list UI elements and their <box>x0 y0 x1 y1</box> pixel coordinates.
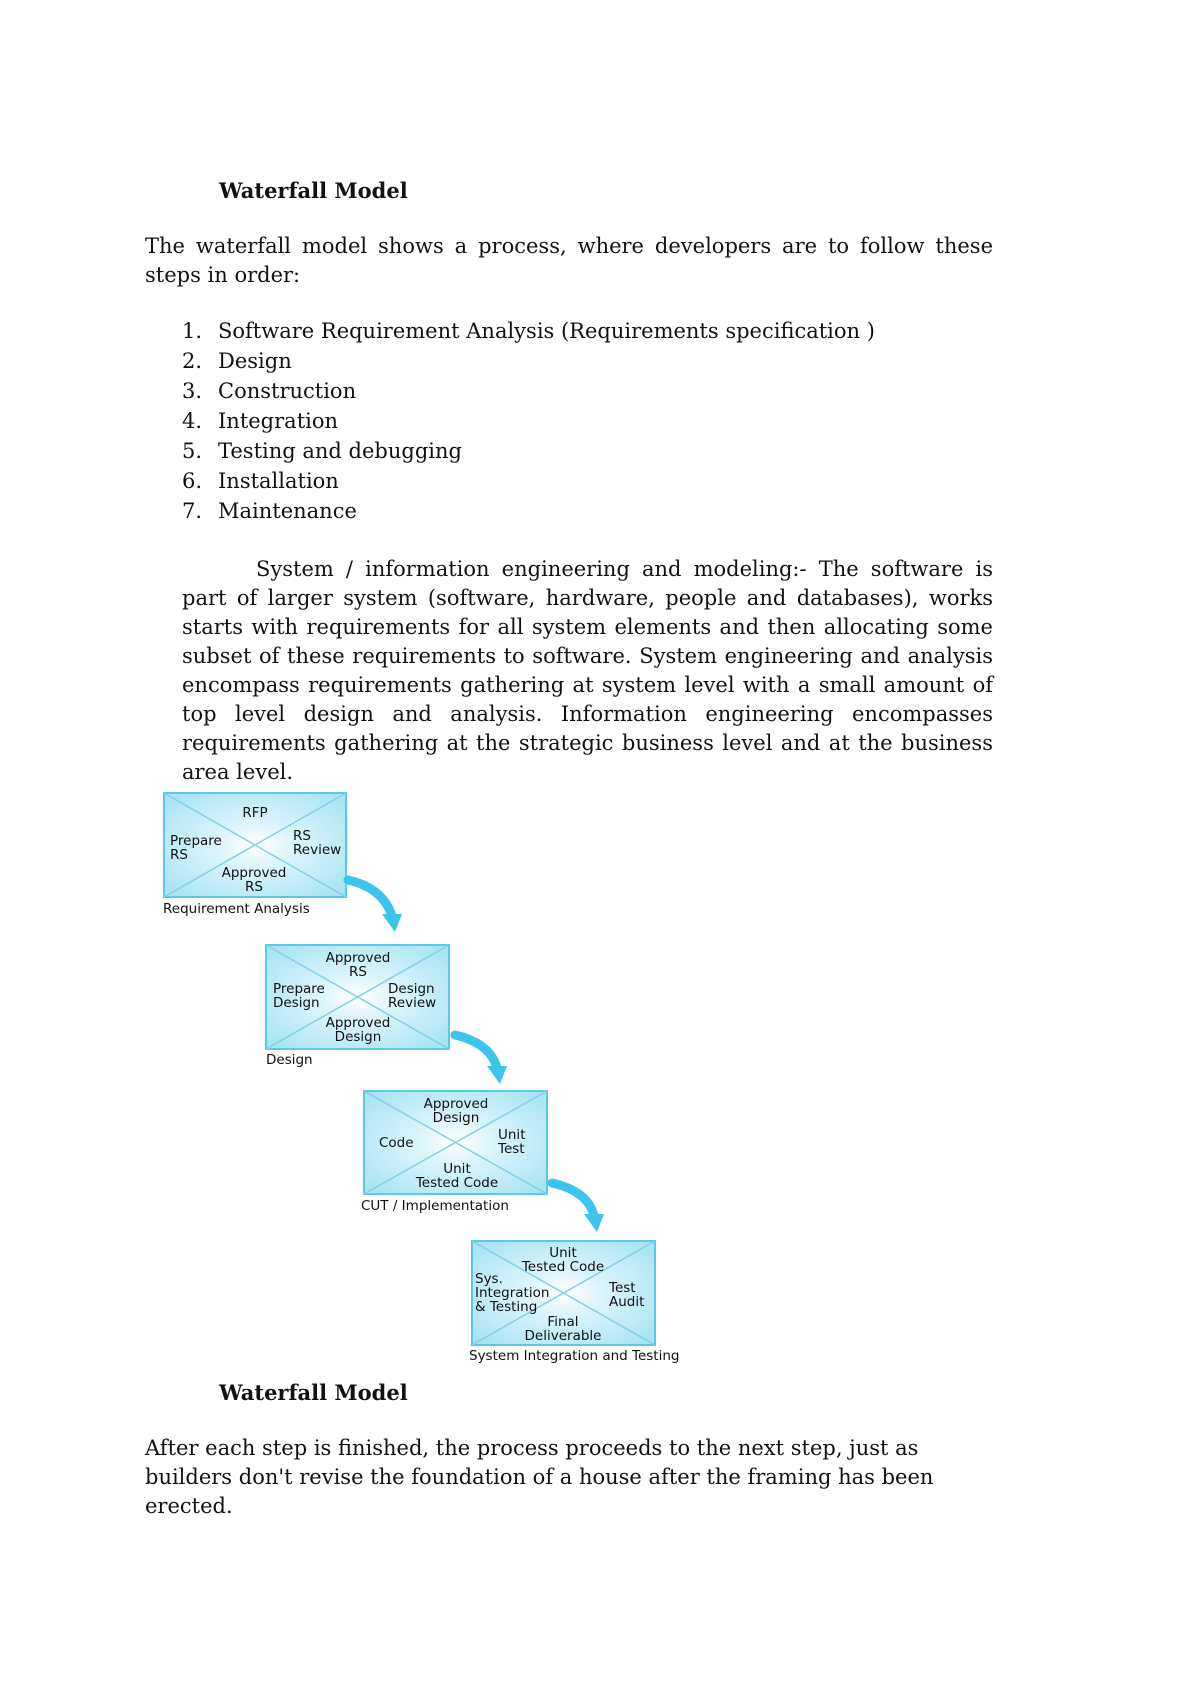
figure-caption: Waterfall Model <box>219 1380 408 1405</box>
cell-bottom: Final Deliverable <box>524 1314 602 1344</box>
list-item: 6. Installation <box>182 469 339 493</box>
list-item: 3. Construction <box>182 379 357 403</box>
phase-label: Requirement Analysis <box>163 901 310 917</box>
cell-left: Prepare RS <box>170 833 222 863</box>
cell-bottom: Approved Design <box>325 1015 391 1045</box>
cell-right: RS Review <box>293 828 342 858</box>
system-engineering-paragraph: System / information engineering and modeling:- The software is part of larger system (software, hardware, people and databases), works starts with requirements for all system elements and then allocating some subset of these requirements to software. System engineering and analysis encompass requirements gathering at system level with a small amount of top level design and analysis. Information engineering encompasses requirements gathering at the strategic business level and at the business area level. <box>182 557 993 784</box>
heading-waterfall-model: Waterfall Model <box>219 178 408 203</box>
list-item: 4. Integration <box>182 409 339 433</box>
phase-label: CUT / Implementation <box>361 1198 509 1214</box>
cell-bottom: Unit Tested Code <box>415 1161 499 1191</box>
cell-top: Approved RS <box>325 950 391 980</box>
cell-right: Test Audit <box>609 1280 645 1310</box>
cell-right: Unit Test <box>498 1127 526 1157</box>
cell-bottom: Approved RS <box>221 865 287 895</box>
flow-arrow-3 <box>552 1183 604 1232</box>
cell-left: Sys. Integration & Testing <box>475 1271 550 1315</box>
list-item: 5. Testing and debugging <box>182 439 462 463</box>
closing-paragraph: After each step is finished, the process proceeds to the next step, just as builders don't revise the foundation of a house after the framing has been erected. <box>145 1436 934 1518</box>
cell-top: RFP <box>242 805 268 821</box>
list-item: 2. Design <box>182 349 292 373</box>
flow-arrow-1 <box>348 880 402 932</box>
phase-label: System Integration and Testing <box>469 1348 680 1364</box>
cell-top: Approved Design <box>423 1096 489 1126</box>
cell-left: Code <box>379 1135 414 1151</box>
intro-paragraph: The waterfall model shows a process, where developers are to follow these steps in order: <box>145 234 993 287</box>
list-item: 7. Maintenance <box>182 499 357 523</box>
flow-arrow-2 <box>455 1035 507 1084</box>
cell-right: Design Review <box>388 981 437 1011</box>
cell-left: Prepare Design <box>273 981 325 1011</box>
phase-label: Design <box>266 1052 313 1068</box>
list-item: 1. Software Requirement Analysis (Requirements specification ) <box>182 319 875 343</box>
cell-top: Unit Tested Code <box>521 1245 605 1275</box>
